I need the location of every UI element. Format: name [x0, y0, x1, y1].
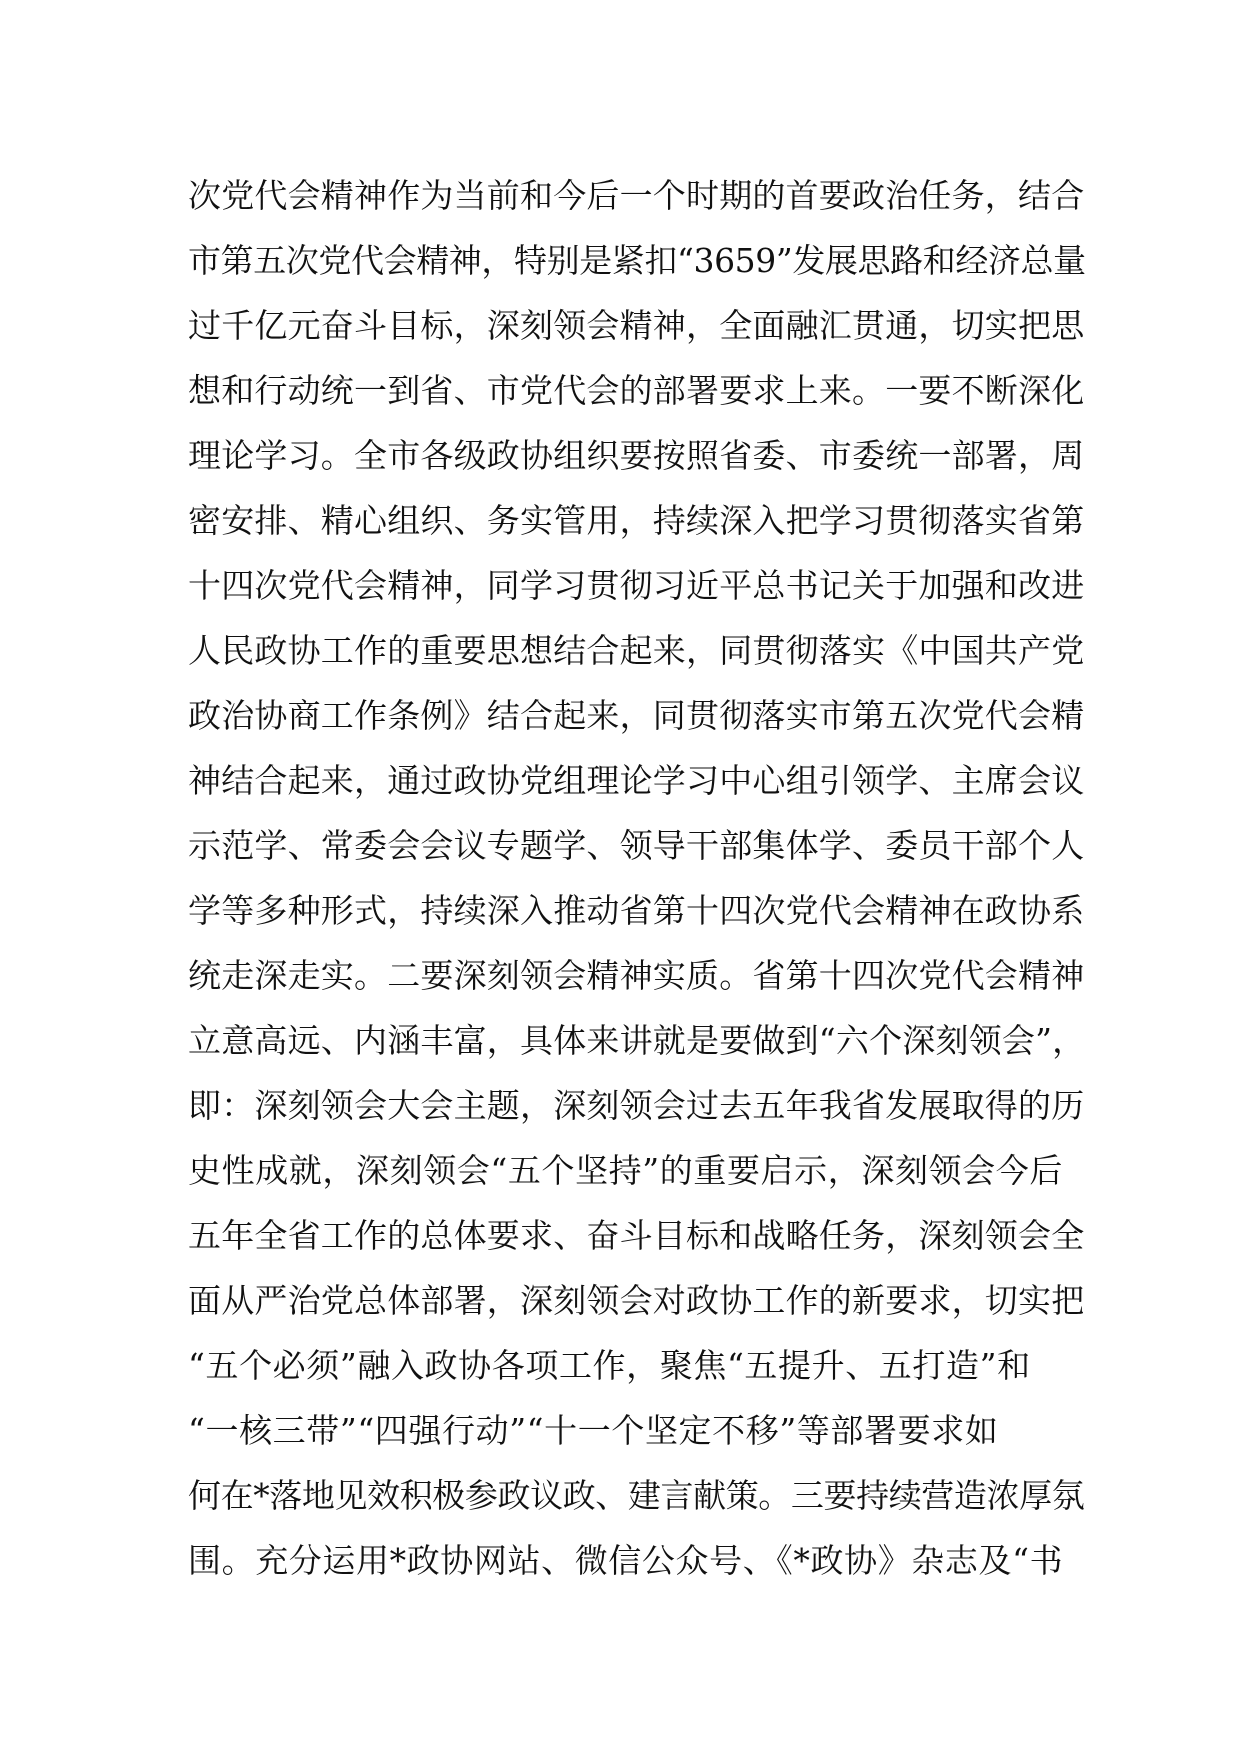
- text-line: 市第五次党代会精神，特别是紧扣“3659”发展思路和经济总量: [188, 241, 1086, 280]
- text-line: 五年全省工作的总体要求、奋斗目标和战略任务，深刻领会全: [188, 1216, 1085, 1255]
- text-line: 神结合起来，通过政协党组理论学习中心组引领学、主席会议: [188, 761, 1085, 800]
- text-line: 次党代会精神作为当前和今后一个时期的首要政治任务，结合: [188, 176, 1085, 215]
- text-line: 即：深刻领会大会主题，深刻领会过去五年我省发展取得的历: [188, 1086, 1085, 1125]
- text-line: 密安排、精心组织、务实管用，持续深入把学习贯彻落实省第: [188, 501, 1085, 540]
- text-line: 想和行动统一到省、市党代会的部署要求上来。一要不断深化: [188, 371, 1085, 410]
- text-line: 人民政协工作的重要思想结合起来，同贯彻落实《中国共产党: [188, 631, 1085, 670]
- text-line: 示范学、常委会会议专题学、领导干部集体学、委员干部个人: [188, 826, 1085, 865]
- text-line: 理论学习。全市各级政协组织要按照省委、市委统一部署，周: [188, 436, 1085, 475]
- text-line: “一核三带”“四强行动”“十一个坚定不移”等部署要求如: [188, 1411, 999, 1450]
- text-line: 学等多种形式，持续深入推动省第十四次党代会精神在政协系: [188, 891, 1085, 930]
- text-line: 政治协商工作条例》结合起来，同贯彻落实市第五次党代会精: [188, 696, 1085, 735]
- text-line: 统走深走实。二要深刻领会精神实质。省第十四次党代会精神: [188, 956, 1085, 995]
- text-line: 立意高远、内涵丰富，具体来讲就是要做到“六个深刻领会”，: [188, 1021, 1086, 1060]
- text-line: 何在*落地见效积极参政议政、建言献策。三要持续营造浓厚氛: [188, 1476, 1085, 1515]
- text-line: 史性成就，深刻领会“五个坚持”的重要启示，深刻领会今后: [188, 1151, 1063, 1190]
- text-line: 十四次党代会精神，同学习贯彻习近平总书记关于加强和改进: [188, 566, 1085, 605]
- text-line: “五个必须”融入政协各项工作，聚焦“五提升、五打造”和: [188, 1346, 1031, 1385]
- text-line: 围。充分运用*政协网站、微信公众号、《*政协》杂志及“书: [188, 1541, 1064, 1580]
- text-line: 过千亿元奋斗目标，深刻领会精神，全面融汇贯通，切实把思: [188, 306, 1085, 345]
- text-line: 面从严治党总体部署，深刻领会对政协工作的新要求，切实把: [188, 1281, 1085, 1320]
- body-paragraph: [188, 163, 1088, 1593]
